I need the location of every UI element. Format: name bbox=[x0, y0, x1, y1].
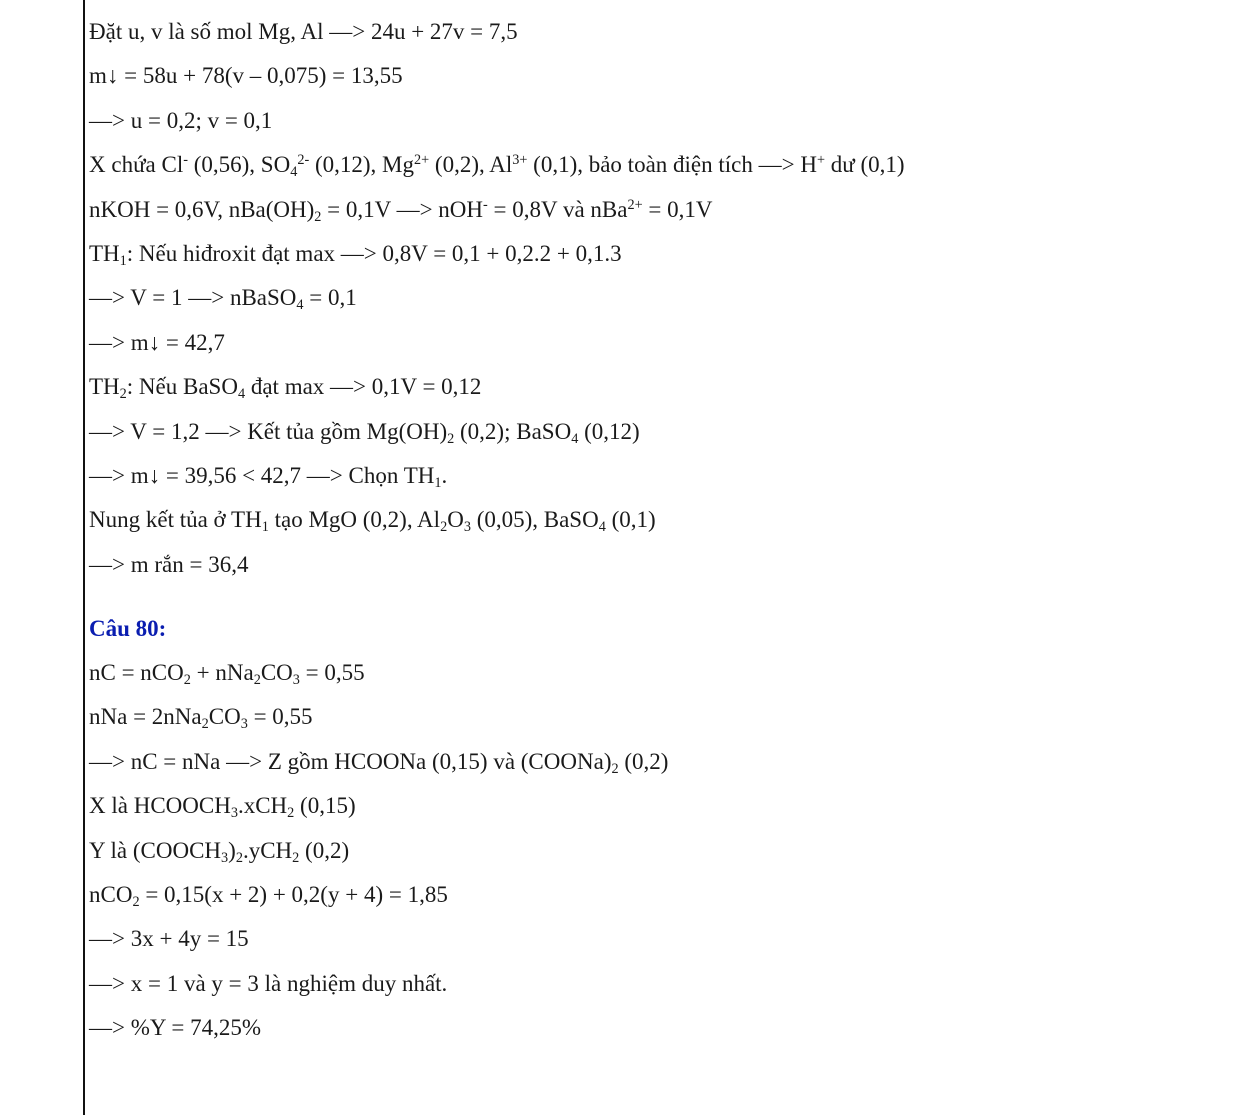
text-run: —> m rắn = 36,4 bbox=[89, 551, 249, 577]
text-run: (0,2), Al bbox=[429, 152, 513, 178]
solution-line bbox=[89, 143, 1221, 187]
text-run: m↓ = 58u + 78(v – 0,075) = 13,55 bbox=[89, 63, 403, 89]
solution-line bbox=[89, 454, 1221, 498]
solution-line bbox=[89, 276, 1221, 320]
solution-line bbox=[89, 321, 1221, 365]
text-run: (0,1) bbox=[605, 507, 656, 533]
subscript: 4 bbox=[290, 164, 298, 181]
subscript: 3 bbox=[221, 849, 229, 866]
text-run: = 0,1 bbox=[303, 285, 357, 311]
solution-section-80 bbox=[89, 651, 1221, 1051]
question-heading: Câu 80: bbox=[89, 616, 167, 642]
text-run: : Nếu BaSO bbox=[126, 374, 238, 400]
solution-line bbox=[89, 873, 1221, 917]
document-content bbox=[89, 10, 1221, 1051]
text-run: TH bbox=[89, 240, 120, 266]
text-run: —> 3x + 4y = 15 bbox=[89, 926, 249, 952]
text-run: —> m↓ = 42,7 bbox=[89, 329, 225, 355]
text-run: —> V = 1 —> nBaSO bbox=[89, 285, 297, 311]
text-run: CO bbox=[208, 704, 241, 730]
text-run: —> x = 1 và y = 3 là nghiệm duy nhất. bbox=[89, 970, 448, 996]
text-run: tạo MgO (0,2), Al bbox=[268, 507, 441, 533]
text-run: (0,1), bảo toàn điện tích —> H bbox=[527, 152, 817, 178]
superscript: 2+ bbox=[627, 196, 643, 213]
text-run: = 0,15(x + 2) + 0,2(y + 4) = 1,85 bbox=[139, 882, 448, 908]
subscript: 2 bbox=[119, 386, 127, 403]
section-spacer bbox=[89, 587, 1221, 607]
text-run: .yCH bbox=[242, 837, 293, 863]
text-run: (0,15) bbox=[294, 793, 356, 819]
subscript: 3 bbox=[230, 805, 238, 822]
text-run: nC = nCO bbox=[89, 660, 184, 686]
solution-line bbox=[89, 962, 1221, 1006]
text-run: đạt max —> 0,1V = 0,12 bbox=[245, 374, 482, 400]
text-run: (0,12), Mg bbox=[309, 152, 414, 178]
solution-line bbox=[89, 740, 1221, 784]
solution-line bbox=[89, 188, 1221, 232]
subscript: 4 bbox=[571, 430, 579, 447]
text-run: .xCH bbox=[237, 793, 288, 819]
subscript: 2 bbox=[611, 760, 619, 777]
subscript: 3 bbox=[292, 672, 300, 689]
superscript: - bbox=[183, 152, 188, 169]
subscript: 2 bbox=[235, 849, 243, 866]
solution-line bbox=[89, 54, 1221, 98]
text-run: = 0,8V và nBa bbox=[487, 196, 628, 222]
solution-line bbox=[89, 829, 1221, 873]
subscript: 2 bbox=[132, 894, 140, 911]
page-left-border bbox=[83, 0, 85, 1115]
solution-line bbox=[89, 695, 1221, 739]
subscript: 2 bbox=[253, 672, 261, 689]
solution-line bbox=[89, 1006, 1221, 1050]
subscript: 3 bbox=[240, 716, 248, 733]
subscript: 1 bbox=[261, 519, 269, 536]
text-run: = 0,1V bbox=[642, 196, 713, 222]
text-run: + nNa bbox=[190, 660, 254, 686]
text-run: . bbox=[441, 462, 448, 488]
solution-line bbox=[89, 784, 1221, 828]
text-run: O bbox=[447, 507, 464, 533]
text-run: X chứa Cl bbox=[89, 152, 184, 178]
text-run: nNa = 2nNa bbox=[89, 704, 202, 730]
subscript: 2 bbox=[287, 805, 295, 822]
text-run: dư (0,1) bbox=[825, 152, 905, 178]
text-run: Nung kết tủa ở TH bbox=[89, 507, 262, 533]
text-run: —> nC = nNa —> Z gồm HCOONa (0,15) và (COONa) bbox=[89, 748, 612, 774]
superscript: - bbox=[483, 196, 488, 213]
solution-line bbox=[89, 232, 1221, 276]
superscript: 2+ bbox=[414, 152, 430, 169]
subscript: 2 bbox=[201, 716, 209, 733]
text-run: (0,2) bbox=[618, 748, 669, 774]
subscript: 2 bbox=[447, 430, 455, 447]
text-run: —> V = 1,2 —> Kết tủa gồm Mg(OH) bbox=[89, 418, 448, 444]
solution-line bbox=[89, 365, 1221, 409]
subscript: 3 bbox=[463, 519, 471, 536]
subscript: 2 bbox=[314, 208, 322, 225]
text-run: (0,2) bbox=[299, 837, 350, 863]
subscript: 4 bbox=[598, 519, 606, 536]
text-run: (0,12) bbox=[578, 418, 640, 444]
text-run: nCO bbox=[89, 882, 133, 908]
solution-line bbox=[89, 498, 1221, 542]
subscript: 2 bbox=[440, 519, 448, 536]
solution-line bbox=[89, 410, 1221, 454]
text-run: —> %Y = 74,25% bbox=[89, 1015, 262, 1041]
text-run: Y là (COOCH bbox=[89, 837, 222, 863]
solution-line bbox=[89, 917, 1221, 961]
subscript: 4 bbox=[296, 297, 304, 314]
text-run: CO bbox=[260, 660, 293, 686]
solution-line bbox=[89, 10, 1221, 54]
subscript: 4 bbox=[237, 386, 246, 403]
solution-section-79 bbox=[89, 10, 1221, 587]
text-run: = 0,55 bbox=[247, 704, 313, 730]
text-run: = 0,1V —> nOH bbox=[321, 196, 484, 222]
superscript: 2- bbox=[297, 152, 310, 169]
text-run: = 0,55 bbox=[299, 660, 365, 686]
subscript: 2 bbox=[183, 672, 191, 689]
text-run: TH bbox=[89, 374, 120, 400]
subscript: 1 bbox=[119, 252, 127, 269]
text-run: —> u = 0,2; v = 0,1 bbox=[89, 107, 273, 133]
text-run: (0,2); BaSO bbox=[454, 418, 572, 444]
text-run: X là HCOOCH bbox=[89, 793, 231, 819]
superscript: + bbox=[816, 152, 825, 169]
text-run: ) bbox=[228, 837, 236, 863]
text-run: Đặt u, v là số mol Mg, Al —> 24u + 27v = 7,5 bbox=[89, 19, 518, 44]
subscript: 1 bbox=[434, 474, 442, 491]
solution-line bbox=[89, 651, 1221, 695]
subscript: 2 bbox=[292, 849, 300, 866]
text-run: nKOH = 0,6V, nBa(OH) bbox=[89, 196, 315, 222]
solution-line bbox=[89, 543, 1221, 587]
text-run: (0,56), SO bbox=[187, 152, 291, 178]
superscript: 3+ bbox=[512, 152, 528, 169]
text-run: : Nếu hiđroxit đạt max —> 0,8V = 0,1 + 0,2.2 + 0,1.3 bbox=[126, 240, 622, 266]
text-run: (0,05), BaSO bbox=[470, 507, 599, 533]
solution-line bbox=[89, 99, 1221, 143]
text-run: —> m↓ = 39,56 < 42,7 —> Chọn TH bbox=[89, 462, 435, 488]
